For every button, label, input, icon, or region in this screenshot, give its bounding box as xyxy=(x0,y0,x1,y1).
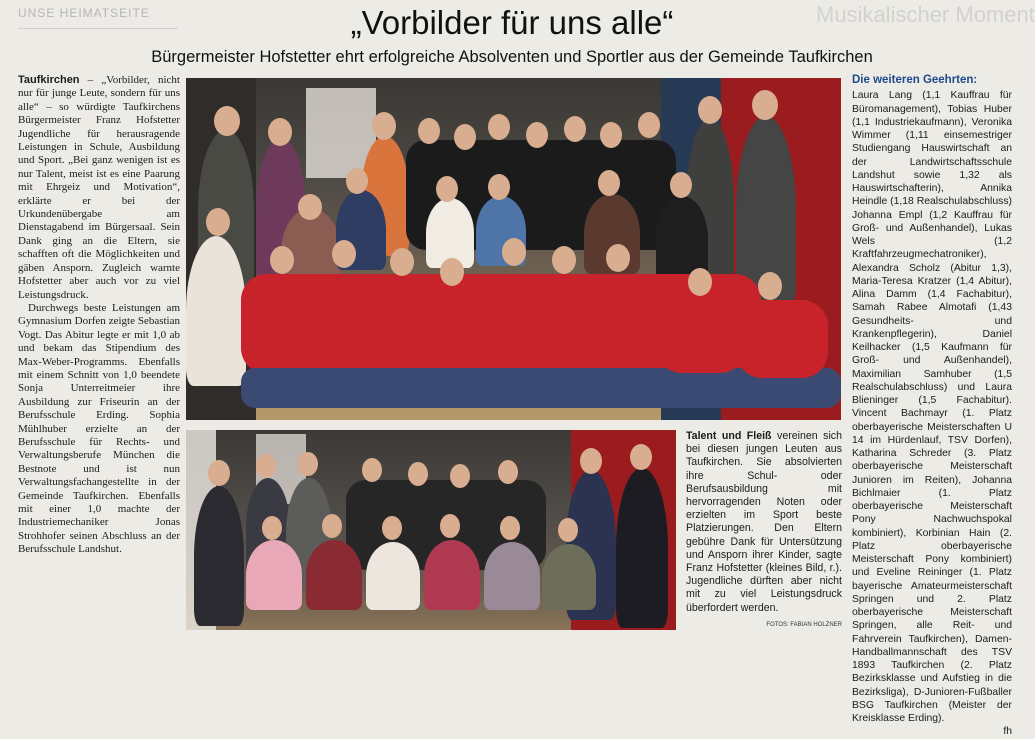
person-head xyxy=(262,516,282,540)
person-head xyxy=(500,516,520,540)
person-head xyxy=(298,194,322,220)
article-paragraph-1 xyxy=(18,74,180,302)
person-head xyxy=(600,122,622,148)
person-head xyxy=(698,96,722,124)
person-head xyxy=(372,112,396,140)
person-head xyxy=(214,106,240,136)
seated-6 xyxy=(542,544,596,610)
person-head xyxy=(638,112,660,138)
person-head xyxy=(670,172,692,198)
caption-title: Talent und Fleiß xyxy=(686,430,772,442)
group-photo-main xyxy=(186,78,841,420)
photo-caption xyxy=(686,430,842,622)
person-head xyxy=(488,174,510,200)
person-head xyxy=(630,444,652,470)
person-head xyxy=(440,514,460,538)
person-front-0 xyxy=(186,236,246,386)
article-paragraph-1-text: – „Vorbilder, nicht nur für junge Leute, sondern für uns alle“ – so würdigte Taufkirchens Bürgermeister Franz Hofstetter Jugendliche für herausragende Leistungen in Schule, Ausbildung und Sport. „Bei ganz wenigen ist es nur Talent, meist ist es eine Paarung mit Ehrgeiz und Motivation“, erklärte er bei der Urkundenübergabe am Dienstagabend im Bürgersaal. Sein Dank ging an die Eltern, sie schafften oft die Möglichkeiten und gäben Ansporn. Zugleich warnte Hofstetter aber auch vor zu viel Leistungsdruck. xyxy=(18,74,180,301)
caption-text: vereinen sich bei diesen jungen Leuten aus Taufkirchen. Sie absolvierten ihre Schul- oder Berufsausbildung mit hervorragenden Noten oder erzielten im Sport beste Platzierungen. Den Eltern gebühre Dank für Untersützung und Ansporn ihrer Kinder, sagte Franz Hofstetter (kleines Bild, r.). Jugendliche dürften aber nicht mit zu viel Leistungsdruck überfordert werden. xyxy=(686,430,842,614)
person-head xyxy=(606,244,630,272)
person-head xyxy=(688,268,712,296)
person-head xyxy=(758,272,782,300)
person-head xyxy=(498,460,518,484)
honorees-heading: Die weiteren Geehrten: xyxy=(852,74,978,86)
headline: „Vorbilder für uns alle“ xyxy=(350,4,674,41)
seated-2 xyxy=(306,540,362,610)
seated-5 xyxy=(484,542,540,610)
person-head xyxy=(564,116,586,142)
person-head xyxy=(440,258,464,286)
person-head xyxy=(488,114,510,140)
person-small-mayor xyxy=(616,468,668,628)
person-front-red-far xyxy=(736,300,828,378)
person-head xyxy=(752,90,778,120)
adjacent-headline-ghost: Musikalischer Moment xyxy=(816,2,1035,27)
section-tagline: UNSE HEIMATSEITE xyxy=(18,6,178,29)
article-paragraph-2: Durchwegs beste Leistungen am Gymnasium Dorfen zeigte Sebastian Vogt. Das Abitur legte er mit 1,0 ab und bekam das Stipendium des Max-Weber-Programms. Ebenfalls mit einem Schnitt von 1,0 beendete Sonja Unterreitmeier ihre Ausbildung zur Friseurin an der Berufsschule Erding. Sophia Mühlhuber erzielte an der Berufsschule für Rechts- und Verwaltungsberufe München die Bestnote und ist nun Verwaltungsfachangestellte in der Gemeinde Taufkirchen. Ebenfalls mit einer 1,0 machte der Industriemechaniker Jonas Strohhofer seinen Abschluss an der Berufsschule Landshut. xyxy=(18,301,180,556)
person-head xyxy=(332,240,356,268)
seated-3 xyxy=(366,542,420,610)
person-head xyxy=(362,458,382,482)
person-head xyxy=(526,122,548,148)
person-head xyxy=(298,452,318,476)
author-signature: fh xyxy=(1003,726,1012,738)
person-head xyxy=(382,516,402,540)
seated-1 xyxy=(246,540,302,610)
photo-credit: FOTOS: FABIAN HOLZNER xyxy=(766,622,842,628)
person-head xyxy=(208,460,230,486)
person-head xyxy=(598,170,620,196)
person-head xyxy=(270,246,294,274)
person-head xyxy=(256,454,276,478)
person-head xyxy=(408,462,428,486)
article-body xyxy=(18,74,180,640)
person-small-1 xyxy=(194,486,244,626)
person-head xyxy=(580,448,602,474)
person-head xyxy=(206,208,230,236)
person-head xyxy=(436,176,458,202)
person-head xyxy=(268,118,292,146)
person-head xyxy=(502,238,526,266)
subheadline: Bürgermeister Hofstetter ehrt erfolgreiche Absolventen und Sportler aus der Gemeinde Taufkirchen xyxy=(151,48,873,66)
group-photo-small xyxy=(186,430,676,630)
honorees-list: Laura Lang (1,1 Kauffrau für Büromanagement), Tobias Huber (1,1 Industriekaufmann), Veronika Wimmer (1,11 einsemestriger Studiengang Hauswirtschaft an der Landwirtschaftsschule Landshut sowie 1,32 als Hauswirtschafterin), Annika Heindle (1,18 Realschulabschluss) Johanna Empl (1,2 Kauffrau für Groß- und Außenhandel), Lukas Wels (1,2 Kraftfahrzeugmechatroniker), Alexandra Scholz (Abitur 1,3), Maria-Teresa Kratzer (1,4 Abitur), Alina Damm (1,4 Fachabitur), Samah Rabee Almotafi (1,43 Gesundheits- und Krankenpflegerin), Daniel Keilhacker (1,5 Kaufmann für Groß- und Außenhandel), Maximilian Samhuber (1,5 Realschulabschluss) und Laura Blieninger (1,5 Fachabitur). Vincent Bachmayr (1. Platz oberbayerische Meisterschaften U 14 im Hürdenlauf, TSV Dorfen), Katharina Schreder (3. Platz oberbayerische Meisterschaft Junioren im Reiten), Johanna Bichlmaier (1. Platz oberbayerische Meisterschaft Pony Nachwuchspokal kombiniert), Korbinian Hain (2. Platz oberbayerische Meisterschaft Pony kombiniert) und Eveline Reininger (1. Platz bayerische Amateurmeisterschaft Springen und 2. Platz oberbayerische Meisterschaft Springen, alle Reit- und Fahrverein Taufkirchen), Damen-Handballmannschaft des TSV 1893 Taufkirchen (2. Platz Bezirksklasse und Aufstieg in die Bezirksliga), D-Junioren-Fußballer BSG Taufkirchen (Meister der Kreisklasse Erding). xyxy=(852,90,1012,724)
person-head xyxy=(322,514,342,538)
person-head xyxy=(454,124,476,150)
honorees-box xyxy=(852,74,1012,738)
person-head xyxy=(558,518,578,542)
person-head xyxy=(552,246,576,274)
person-front-red-right xyxy=(656,293,746,373)
person-head xyxy=(418,118,440,144)
person-head xyxy=(450,464,470,488)
person-head xyxy=(346,168,368,194)
person-head xyxy=(390,248,414,276)
dateline-place: Taufkirchen xyxy=(18,74,80,86)
seated-4 xyxy=(424,540,480,610)
